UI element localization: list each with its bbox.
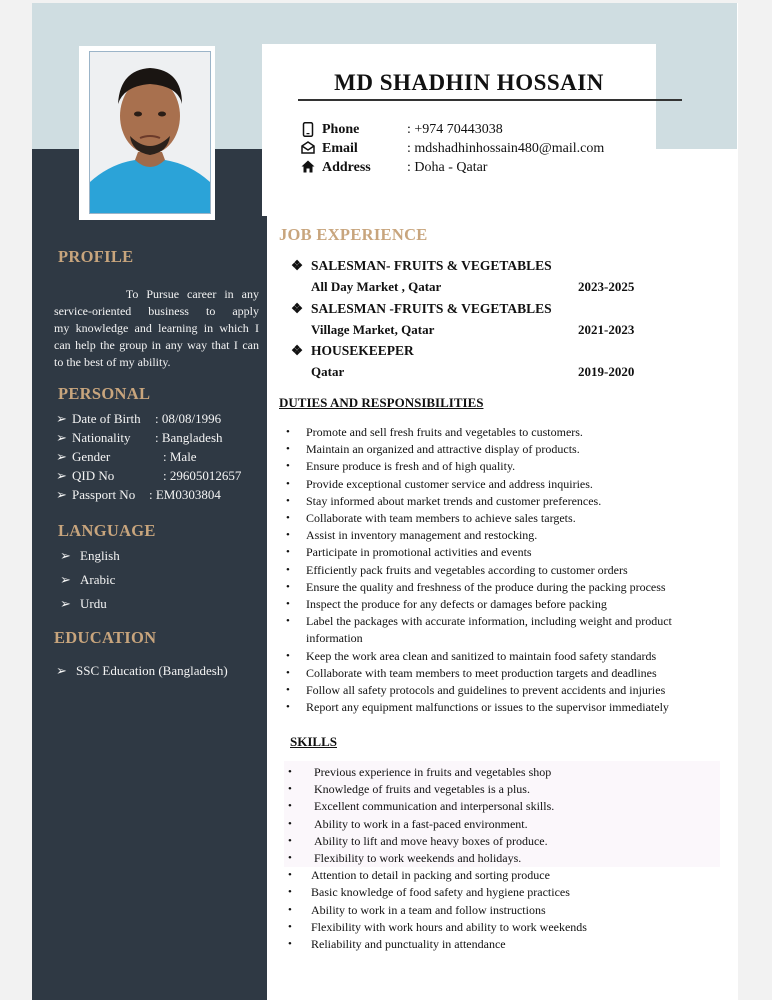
arrow-icon: ➢ [60,596,71,611]
diamond-bullet-icon: ❖ [291,258,304,273]
skills-title: SKILLS [290,734,337,749]
contact-value: : +974 70443038 [407,122,503,137]
job-years: 2023-2025 [578,279,635,294]
contact-label: Phone [322,122,360,137]
arrow-icon: ➢ [56,449,67,464]
list-item: • Label the packages with accurate information, including weight and product information [284,613,714,647]
contact-value: : Doha - Qatar [407,160,488,175]
personal-row: ➢ Gender : Male [56,449,197,464]
job-experience-title: JOB EXPERIENCE [279,225,428,244]
list-item: • Ensure produce is fresh and of high quality. [284,458,714,475]
arrow-icon: ➢ [56,487,67,502]
arrow-icon: ➢ [56,663,67,678]
list-item: • Ability to work in a team and follow instructions [286,902,716,919]
contact-value: : mdshadhinhossain480@mail.com [407,141,605,156]
duties-list [284,424,714,716]
list-item: • Efficiently pack fruits and vegetables according to customer orders [284,562,714,579]
list-item: • Flexibility with work hours and ability to work weekends [286,919,716,936]
list-item: • Collaborate with team members to achieve sales targets. [284,510,714,527]
job-place: All Day Market , Qatar [311,279,442,294]
list-item: • Participate in promotional activities and events [284,544,714,561]
job-title: ❖ SALESMAN -FRUITS & VEGETABLES [291,301,552,316]
duties-title: DUTIES AND RESPONSIBILITIES [279,395,484,410]
list-item: • Maintain an organized and attractive display of products. [284,441,714,458]
list-item: • Reliability and punctuality in attendance [286,936,716,953]
language-title: LANGUAGE [58,521,156,540]
profile-line: my knowledge and learning in which I [54,321,259,335]
phone-icon [301,122,315,141]
home-icon [301,160,315,177]
profile-photo [89,51,211,214]
language-item: ➢ English [60,548,120,563]
candidate-name: MD SHADHIN HOSSAIN [334,70,604,95]
list-item: • Collaborate with team members to meet production targets and deadlines [284,665,714,682]
list-item: • Report any equipment malfunctions or issues to the supervisor immediately [284,699,714,716]
name-divider [298,99,682,101]
job-title: ❖ SALESMAN- FRUITS & VEGETABLES [291,258,552,273]
arrow-icon: ➢ [60,548,71,563]
list-item: • Stay informed about market trends and customer preferences. [284,493,714,510]
list-item: • Ensure the quality and freshness of the produce during the packing process [284,579,714,596]
profile-line: service-oriented business to apply [54,304,259,318]
diamond-bullet-icon: ❖ [291,301,304,316]
list-item: • Previous experience in fruits and vegetables shop [286,764,716,781]
job-title: ❖ HOUSEKEEPER [291,343,414,358]
diamond-bullet-icon: ❖ [291,343,304,358]
list-item: • Knowledge of fruits and vegetables is a plus. [286,781,716,798]
profile-text [54,286,259,371]
job-place: Qatar [311,364,345,379]
language-item: ➢ Arabic [60,572,116,587]
job-years: 2021-2023 [578,322,635,337]
profile-line: To Pursue career in any [125,287,259,301]
contact-label: Email [322,141,358,156]
envelope-icon [301,141,315,158]
list-item: • Attention to detail in packing and sorting produce [286,867,716,884]
job-place: Village Market, Qatar [311,322,435,337]
list-item: • Provide exceptional customer service and address inquiries. [284,476,714,493]
arrow-icon: ➢ [56,468,67,483]
person-portrait-image [90,52,210,213]
arrow-icon: ➢ [60,572,71,587]
personal-title: PERSONAL [58,384,151,403]
arrow-icon: ➢ [56,430,67,445]
list-item: • Ability to lift and move heavy boxes of produce. [286,833,716,850]
list-item: • Assist in inventory management and restocking. [284,527,714,544]
profile-title: PROFILE [58,247,134,266]
skills-list [286,764,716,953]
personal-row: ➢ QID No : 29605012657 [56,468,242,483]
arrow-icon: ➢ [56,411,67,426]
list-item: • Inspect the produce for any defects or damages before packing [284,596,714,613]
list-item: • Basic knowledge of food safety and hygiene practices [286,884,716,901]
education-item: ➢ SSC Education (Bangladesh) [56,663,228,678]
list-item: • Ability to work in a fast-paced environment. [286,816,716,833]
profile-line: can help the group in any way that I can [54,338,259,352]
job-years: 2019-2020 [578,364,635,379]
list-item: • Promote and sell fresh fruits and vegetables to customers. [284,424,714,441]
list-item: • Keep the work area clean and sanitized to maintain food safety standards [284,648,714,665]
list-item: • Follow all safety protocols and guidelines to prevent accidents and injuries [284,682,714,699]
personal-row: ➢ Passport No : EM0303804 [56,487,221,502]
personal-row: ➢ Nationality : Bangladesh [56,430,223,445]
language-item: ➢ Urdu [60,596,107,611]
list-item: • Flexibility to work weekends and holidays. [286,850,716,867]
profile-line: to the best of my ability. [54,355,171,369]
contact-label: Address [322,160,371,175]
personal-row: ➢ Date of Birth : 08/08/1996 [56,411,222,426]
education-title: EDUCATION [54,628,157,647]
list-item: • Excellent communication and interpersonal skills. [286,798,716,815]
